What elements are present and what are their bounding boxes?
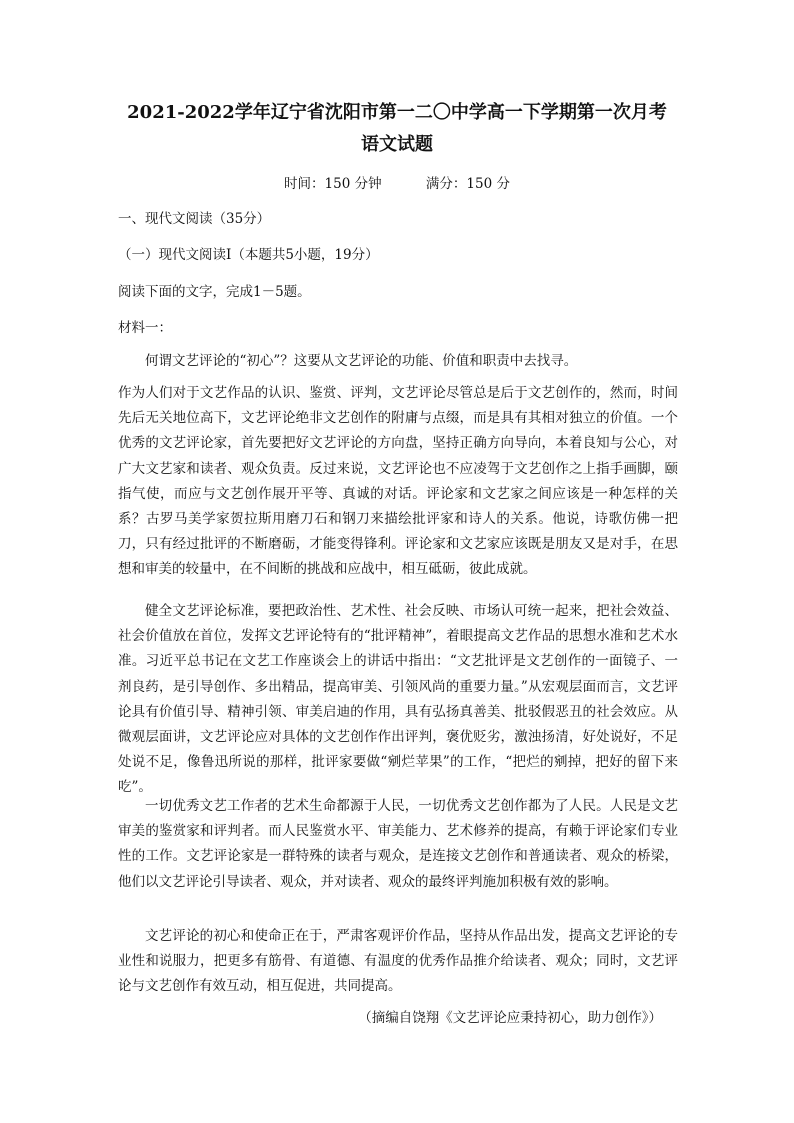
- material-label: 材料一：: [118, 320, 172, 336]
- source-citation: （摘编自饶翔《文艺评论应秉持初心，助力创作》）: [358, 1010, 662, 1026]
- paragraph-4: 一切优秀文艺工作者的艺术生命都源于人民，一切优秀文艺创作都为了人民。人民是文艺审美的鉴赏家和评判者。而人民鉴赏水平、审美能力、艺术修养的提高，有赖于评论家们专业性的工作。文艺评论家是一群特殊的读者与观众，是连接文艺创作和普通读者、观众的桥梁，他们以文艺评论引导读者、观众，并对读者、观众的最终评判施加积极有效的影响。: [118, 798, 678, 890]
- paragraph-5: 文艺评论的初心和使命正在于，严肃客观评价作品，坚持从作品出发，提高文艺评论的专业性和说服力，把更多有筋骨、有道德、有温度的优秀作品推介给读者、观众；同时，文艺评论与文艺创作有效互动，相互促进，共同提高。: [118, 928, 678, 995]
- section-heading: 一、现代文阅读（35分）: [118, 211, 271, 227]
- exam-subtitle: 语文试题: [361, 134, 433, 155]
- exam-title: 2021-2022学年辽宁省沈阳市第一二〇中学高一下学期第一次月考: [127, 102, 667, 123]
- exam-score: 满分：150 分: [425, 176, 510, 192]
- exam-time: 时间：150 分钟: [284, 176, 382, 192]
- paragraph-3: 健全文艺评论标准，要把政治性、艺术性、社会反映、市场认可统一起来，把社会效益、社会价值放在首位，发挥文艺评论特有的“批评精神”，着眼提高文艺作品的思想水准和艺术水准。习近平总书记在文艺工作座谈会上的讲话中指出：“文艺批评是文艺创作的一面镜子、一剂良药，是引导创作、多出精品，提高审美、引领风尚的重要力量。”从宏观层面而言，文艺评论具有价值引导、精神引领、审美启迪的作用，具有弘扬真善美、批驳假恶丑的社会效应。从微观层面讲，文艺评论应对具体的文艺创作作出评判，褒优贬劣，激浊扬清，好处说好，不足处说不足，像鲁迅所说的那样，批评家要做“剜烂苹果”的工作，“把烂的剜掉，把好的留下来吃”。: [118, 603, 678, 796]
- reading-instruction: 阅读下面的文字，完成1－5题。: [118, 284, 311, 300]
- paragraph-1: 何谓文艺评论的“初心”？这要从文艺评论的功能、价值和职责中去找寻。: [145, 353, 578, 369]
- exam-meta: [0, 172, 794, 192]
- subsection-heading: （一）现代文阅读Ⅰ（本题共5小题，19分）: [118, 247, 379, 263]
- paragraph-2: 作为人们对于文艺作品的认识、鉴赏、评判，文艺评论尽管总是后于文艺创作的，然而，时间先后无关地位高下，文艺评论绝非文艺创作的附庸与点缀，而是具有其相对独立的价值。一个优秀的文艺评论家，首先要把好文艺评论的方向盘，坚持正确方向导向，本着良知与公心，对广大文艺家和读者、观众负责。反过来说，文艺评论也不应凌驾于文艺创作之上指手画脚，颐指气使，而应与文艺创作展开平等、真诚的对话。评论家和文艺家之间应该是一种怎样的关系？古罗马美学家贺拉斯用磨刀石和钢刀来描绘批评家和诗人的关系。他说，诗歌仿佛一把刀，只有经过批评的不断磨砺，才能变得锋利。评论家和文艺家应该既是朋友又是对手，在思想和审美的较量中，在不间断的挑战和应战中，相互砥砺，彼此成就。: [118, 385, 678, 578]
